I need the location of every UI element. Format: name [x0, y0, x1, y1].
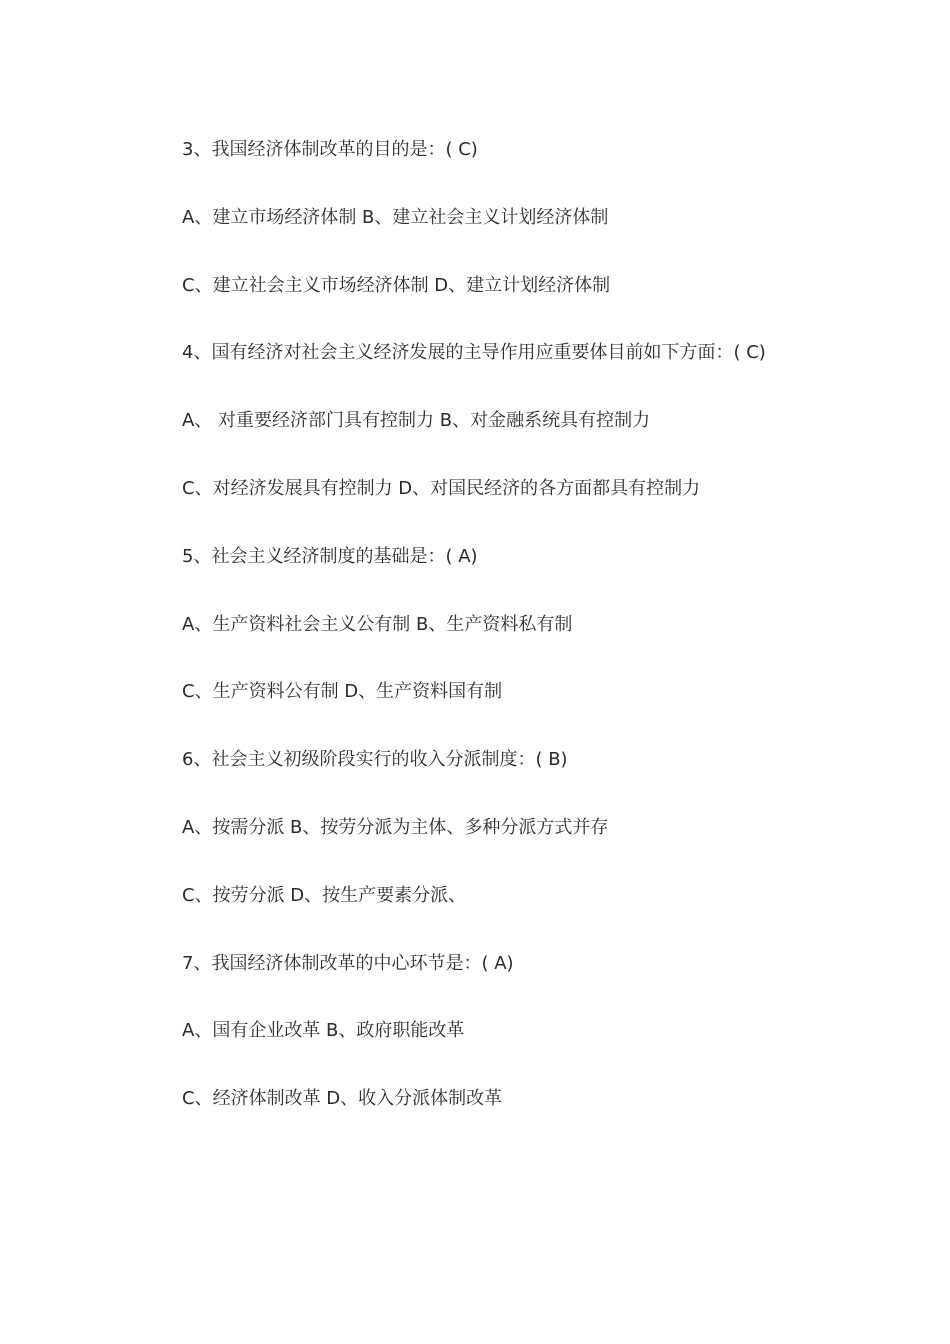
question-7-options-cd: C、经济体制改革 D、收入分派体制改革 [182, 1088, 503, 1110]
question-7-stem: 7、我国经济体制改革的中心环节是：( A) [182, 952, 514, 974]
question-3-options-cd: C、建立社会主义市场经济体制 D、建立计划经济体制 [182, 274, 611, 296]
question-6-options-ab: A、按需分派 B、按劳分派为主体、多种分派方式并存 [182, 816, 609, 838]
question-4-options-cd: C、对经济发展具有控制力 D、对国民经济的各方面都具有控制力 [182, 477, 701, 499]
question-4-options-ab: A、 对重要经济部门具有控制力 B、对金融系统具有控制力 [182, 410, 651, 432]
question-5-options-ab: A、生产资料社会主义公有制 B、生产资料私有制 [182, 613, 573, 635]
question-5-options-cd: C、生产资料公有制 D、生产资料国有制 [182, 681, 503, 703]
question-5-stem: 5、社会主义经济制度的基础是：( A) [182, 545, 478, 567]
question-4-stem: 4、国有经济对社会主义经济发展的主导作用应重要体目前如下方面：( C) [182, 342, 766, 364]
question-3-options-ab: A、建立市场经济体制 B、建立社会主义计划经济体制 [182, 206, 609, 228]
question-6-stem: 6、社会主义初级阶段实行的收入分派制度：( B) [182, 749, 568, 771]
question-7-options-ab: A、国有企业改革 B、政府职能改革 [182, 1020, 465, 1042]
question-3-stem: 3、我国经济体制改革的目的是：( C) [182, 139, 478, 160]
question-list [182, 135, 882, 1152]
question-6-options-cd: C、按劳分派 D、按生产要素分派、 [182, 884, 467, 906]
